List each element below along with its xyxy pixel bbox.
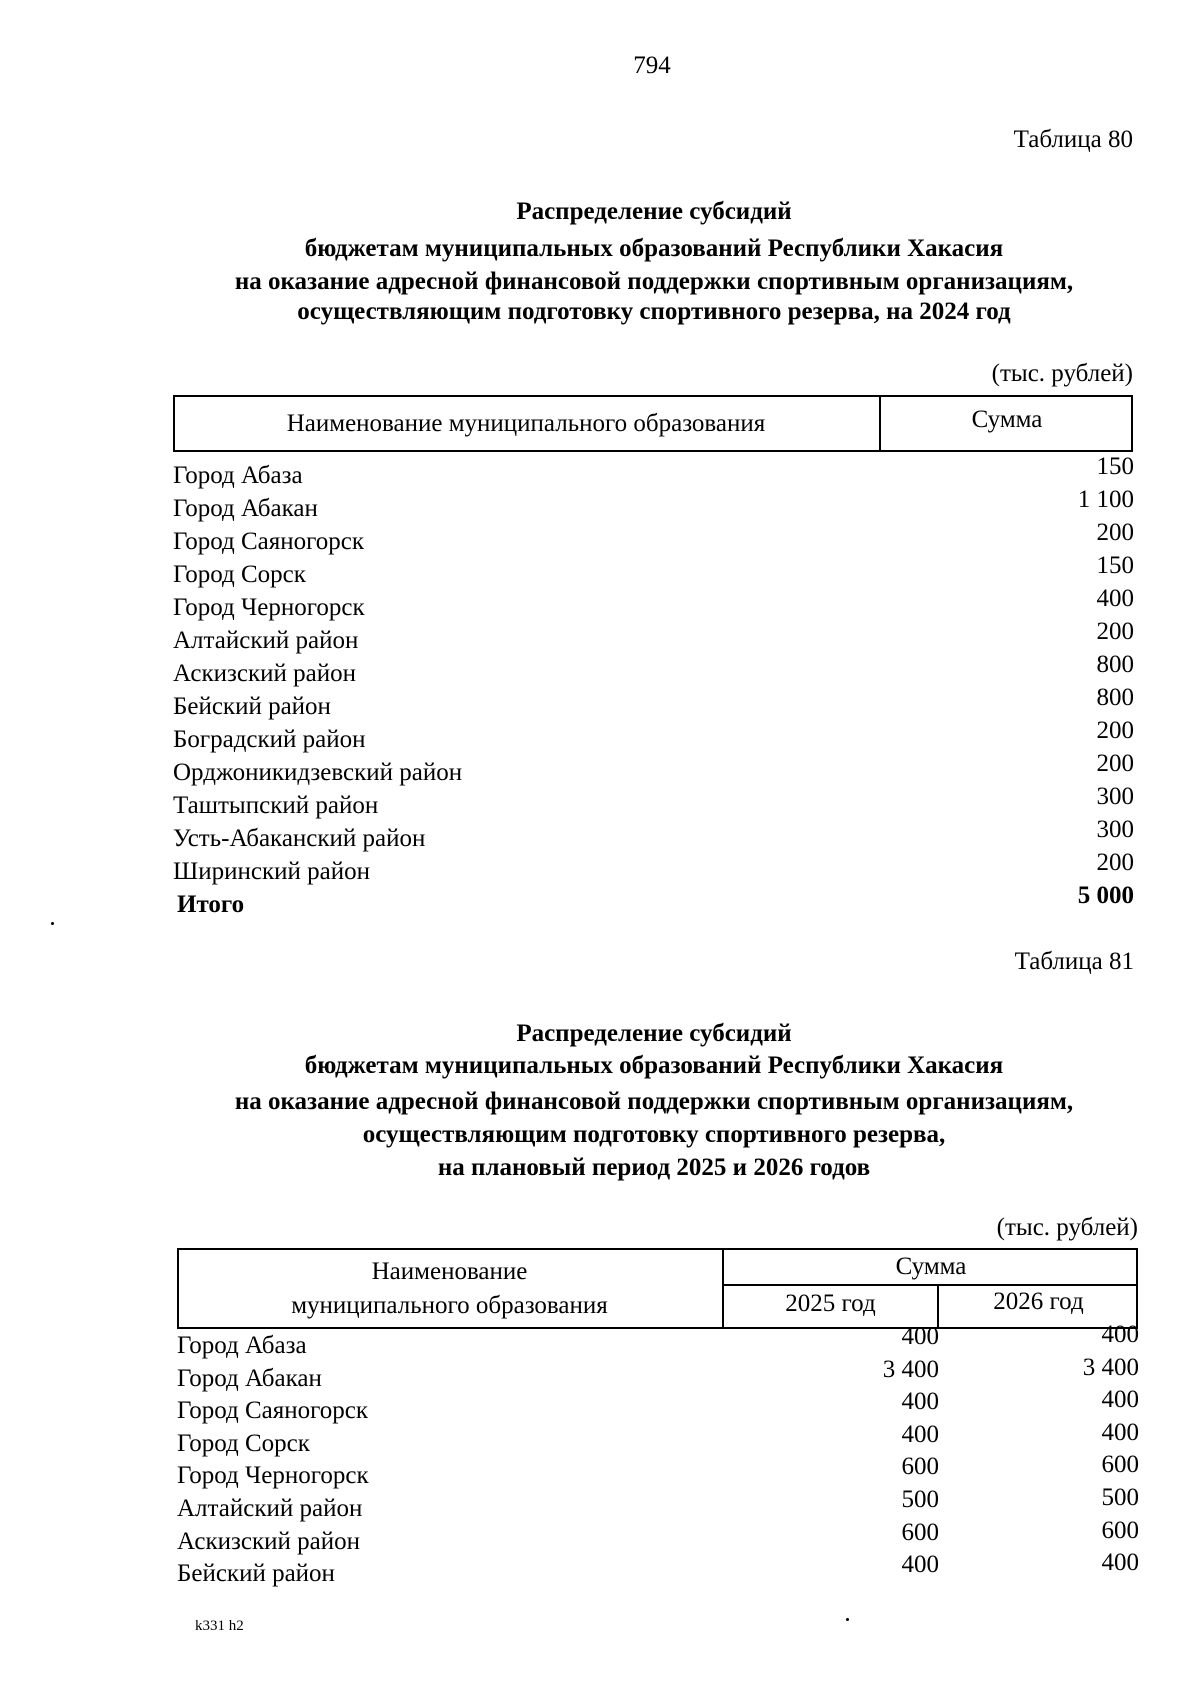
table-81-label: Таблица 81 <box>1014 948 1134 975</box>
amount: 1 100 <box>1077 486 1134 513</box>
amount-2025: 600 <box>901 1518 939 1546</box>
municipality-name: Таштыпский район <box>173 792 379 819</box>
title-line: на плановый период 2025 и 2026 годов <box>437 1154 871 1181</box>
amount-2026: 600 <box>1101 1516 1139 1544</box>
header-sum: Сумма <box>971 406 1043 433</box>
units-label: (тыс. рублей) <box>996 1214 1138 1241</box>
table-80-label: Таблица 80 <box>1013 126 1133 153</box>
municipality-name: Город Абаза <box>177 1332 307 1359</box>
amount-2026: 400 <box>1101 1386 1139 1414</box>
page-number: 794 <box>633 52 671 79</box>
header-name-line2: муниципального образования <box>291 1292 608 1319</box>
units-label: (тыс. рублей) <box>991 360 1133 387</box>
amount-2025: 400 <box>901 1323 939 1350</box>
municipality-name: Орджоникидзевский район <box>173 759 463 786</box>
title-line: Распределение субсидий <box>516 198 792 225</box>
municipality-name: Город Черногорск <box>173 594 365 621</box>
municipality-name: Усть-Абаканский район <box>173 825 426 852</box>
header-year-2025: 2025 год <box>785 1290 876 1317</box>
municipality-name: Алтайский район <box>177 1495 363 1522</box>
title-line: Распределение субсидий <box>516 1020 792 1047</box>
amount: 200 <box>1096 618 1134 645</box>
municipality-name: Город Саяногорск <box>177 1397 369 1425</box>
amount: 300 <box>1096 783 1134 810</box>
municipality-name: Город Абакан <box>177 1364 322 1392</box>
municipality-name: Ширинский район <box>173 858 370 885</box>
amount-2026: 500 <box>1101 1484 1139 1511</box>
header-name-line1: Наименование <box>371 1258 528 1285</box>
footer-code: k331 h2 <box>195 1618 244 1634</box>
amount-2026: 3 400 <box>1082 1353 1139 1381</box>
amount: 800 <box>1096 684 1134 711</box>
municipality-name: Город Абакан <box>173 495 318 522</box>
amount: 150 <box>1096 453 1134 480</box>
municipality-name: Бейский район <box>173 693 331 720</box>
amount-2025: 600 <box>901 1453 939 1481</box>
municipality-name: Город Черногорск <box>177 1462 369 1490</box>
amount-2025: 400 <box>901 1388 939 1416</box>
amount-2025: 500 <box>901 1486 939 1513</box>
municipality-name: Город Сорск <box>173 561 306 588</box>
title-line: осуществляющим подготовку спортивного резерва, <box>362 1121 946 1148</box>
scan-speck <box>51 922 54 925</box>
amount-2025: 400 <box>901 1420 939 1448</box>
scan-speck <box>846 1618 849 1621</box>
amount-2026: 400 <box>1101 1549 1139 1577</box>
municipality-name: Аскизский район <box>173 660 357 687</box>
municipality-name: Алтайский район <box>173 627 359 654</box>
amount: 800 <box>1096 651 1134 678</box>
amount-2026: 400 <box>1101 1418 1139 1446</box>
title-line: на оказание адресной финансовой поддержки спортивным организациям, <box>234 268 1074 295</box>
municipality-name: Город Абаза <box>173 462 303 489</box>
title-line: осуществляющим подготовку спортивного резерва, на 2024 год <box>297 298 1011 325</box>
amount-2026: 400 <box>1101 1321 1139 1348</box>
amount: 5 000 <box>1077 882 1134 909</box>
amount: 400 <box>1096 585 1134 612</box>
amount-2026: 600 <box>1101 1451 1139 1479</box>
row-divider <box>722 1284 1138 1286</box>
municipality-name: Бейский район <box>177 1560 335 1588</box>
header-name: Наименование муниципального образования <box>286 410 766 437</box>
amount: 300 <box>1096 816 1134 843</box>
title-line: бюджетам муниципальных образований Республики Хакасия <box>304 235 1004 262</box>
amount: 150 <box>1096 552 1134 579</box>
amount: 200 <box>1096 750 1134 777</box>
header-sum: Сумма <box>895 1253 967 1280</box>
amount: 200 <box>1096 717 1134 744</box>
municipality-name: Город Саяногорск <box>173 528 365 555</box>
municipality-name: Город Сорск <box>177 1429 310 1457</box>
title-line: бюджетам муниципальных образований Республики Хакасия <box>304 1052 1004 1079</box>
title-line: на оказание адресной финансовой поддержки спортивным организациям, <box>234 1088 1074 1115</box>
amount-2025: 400 <box>901 1551 939 1579</box>
amount-2025: 3 400 <box>882 1355 939 1383</box>
header-year-2026: 2026 год <box>993 1288 1084 1315</box>
amount: 200 <box>1096 849 1134 876</box>
amount: 200 <box>1096 519 1134 546</box>
municipality-name: Итого <box>177 891 245 918</box>
municipality-name: Боградский район <box>173 726 366 753</box>
municipality-name: Аскизский район <box>177 1527 361 1555</box>
